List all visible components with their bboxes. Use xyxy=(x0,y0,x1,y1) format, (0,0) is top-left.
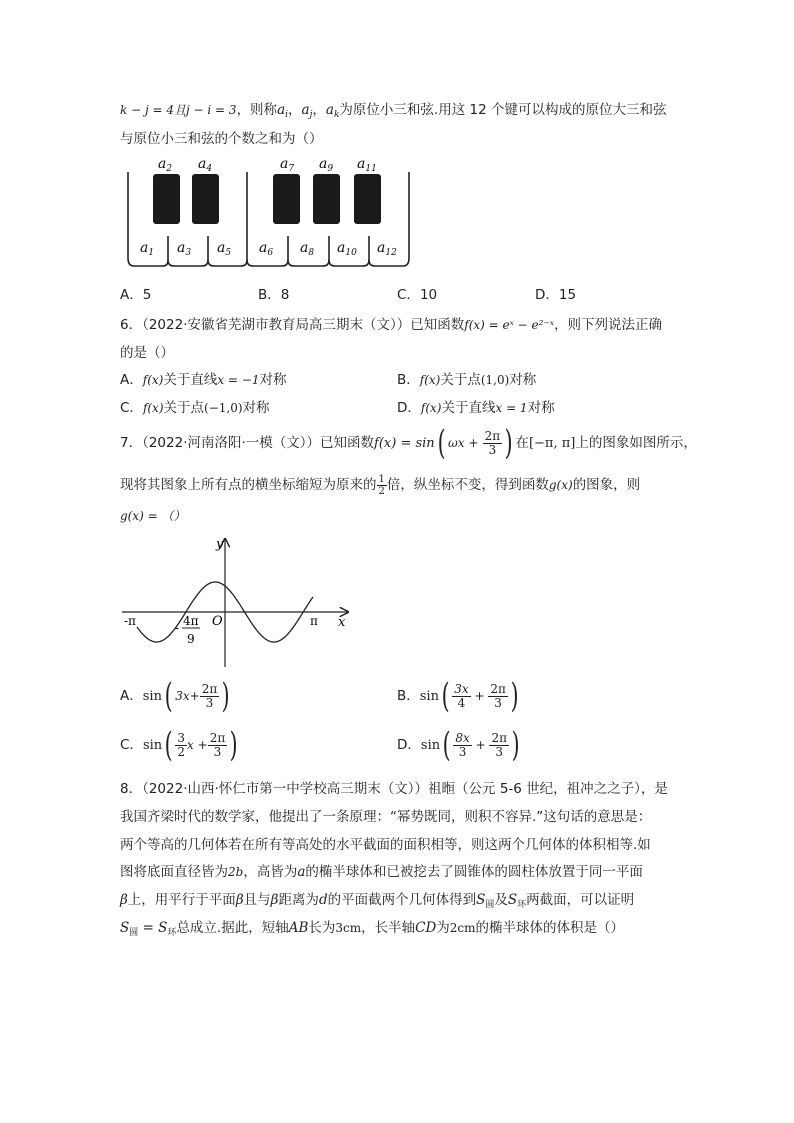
svg-text:a6: $a_6$ xyxy=(259,240,274,258)
svg-text:a2: $a_2$ xyxy=(158,156,173,174)
svg-text:a8: $a_8$ xyxy=(300,240,315,258)
q6-option-c[interactable]: C．f(x)关于点(−1,0)对称 xyxy=(120,400,270,416)
marker-den: 9 xyxy=(187,632,195,646)
origin-label: O xyxy=(212,614,223,629)
q8-line4: 图将底面直径皆为2b，高皆为a的椭半球体和已被挖去了圆锥体的圆柱体放置于同一平面 xyxy=(120,864,643,880)
q5-line2: 与原位小三和弦的个数之和为（） xyxy=(120,131,323,147)
svg-text:a7: $a_7$ xyxy=(280,156,295,174)
y-label: y xyxy=(216,537,224,552)
svg-text:a12: $a_{12}$ xyxy=(377,240,397,258)
q5-option-b[interactable]: B．8 xyxy=(258,287,290,303)
neg-pi-label: -π xyxy=(124,614,136,628)
svg-text:a3: $a_3$ xyxy=(177,240,192,258)
q6-option-b[interactable]: B．f(x)关于点(1,0)对称 xyxy=(397,372,537,388)
svg-text:a11: $a_{11}$ xyxy=(357,156,377,174)
q5-option-a[interactable]: A．5 xyxy=(120,287,152,303)
q7-option-d[interactable]: D．sin( $\frac{8x}{3}$ + $\frac{2\pi}{3}$ ) xyxy=(397,725,520,765)
q7-option-c[interactable]: C．sin( $\frac{3}{2}$ x + $\frac{2\pi}{3}$ ) xyxy=(120,725,238,765)
x-label: x xyxy=(338,615,346,630)
pi-label: π xyxy=(310,614,318,628)
q6-line2: 的是（） xyxy=(120,345,174,361)
marker-num: 4π xyxy=(183,614,199,628)
q7-option-b[interactable]: B．sin( $\frac{3x}{4}$ + $\frac{2\pi}{3}$ ) xyxy=(397,676,519,716)
svg-text:a4: $a_4$ xyxy=(198,156,213,174)
black-key-a4 xyxy=(192,174,219,224)
q8-line6: $S_圆 = S_环$总成立.据此，短轴AB长为3cm，长半轴CD为2cm的椭半球体的体积是（） xyxy=(120,920,625,938)
q7-option-a[interactable]: A．sin( 3x+ $\frac{2\pi}{3}$ ) xyxy=(120,676,230,716)
q6-function: f(x) = eˣ − e²⁻ˣ xyxy=(464,318,555,332)
q7-sine-graph xyxy=(118,535,358,670)
marker-sign: - xyxy=(175,621,180,635)
svg-text:a5: $a_5$ xyxy=(217,240,232,258)
svg-text:a9: $a_9$ xyxy=(319,156,334,174)
black-key-a9 xyxy=(313,174,340,224)
q6-line1: 6．（2022·安徽省芜湖市教育局高三期末（文））已知函数f(x) = eˣ − e²⁻ˣ，则下列说法正确 xyxy=(120,317,663,333)
q6-option-d[interactable]: D．f(x)关于直线x = 1对称 xyxy=(397,400,555,416)
q5-condition: k − j = 4且j − i = 3 xyxy=(120,103,237,117)
q8-line2: 我国齐梁时代的数学家，他提出了一条原理：“幂势既同，则积不容异.”这句话的意思是： xyxy=(120,809,652,825)
q5-line1: k − j = 4且j − i = 3，则称$a_i$，$a_j$，$a_k$为原位小三和弦.用这 12 个键可以构成的原位大三和弦 xyxy=(120,102,667,120)
q7-line3: g(x) = （） xyxy=(120,509,186,523)
piano-keyboard-figure xyxy=(120,150,415,272)
q7-line1: 7．（2022·河南洛阳·一模（文））已知函数f(x) = sin( ωx + $\frac{2\pi}{3}$ ) 在[−π, π]上的图象如图所示， xyxy=(120,423,697,463)
q8-line3: 两个等高的几何体若在所有等高处的水平截面的面积相等，则这两个几何体的体积相等.如 xyxy=(120,837,651,853)
q8-line5: β上，用平行于平面β且与β距离为d的平面截两个几何体得到$S_圆$及$S_环$两截面，可以证明 xyxy=(120,892,635,910)
svg-text:a1: $a_1$ xyxy=(140,240,155,258)
q8-line1: 8．（2022·山西·怀仁市第一中学校高三期末（文））祖暅（公元 5-6 世纪，祖冲之之子），是 xyxy=(120,781,668,797)
black-key-a7 xyxy=(273,174,300,224)
black-key-a2 xyxy=(153,174,180,224)
svg-text:a10: $a_{10}$ xyxy=(337,240,357,258)
black-key-a11 xyxy=(354,174,381,224)
q5-option-d[interactable]: D．15 xyxy=(535,287,577,303)
q7-line2: 现将其图象上所有点的横坐标缩短为原来的 $\frac{1}{2}$ 倍，纵坐标不变，得到函数g(x)的图象，则 xyxy=(120,473,641,497)
q6-option-a[interactable]: A．f(x)关于直线x = −1对称 xyxy=(120,372,287,388)
q5-option-c[interactable]: C．10 xyxy=(397,287,438,303)
